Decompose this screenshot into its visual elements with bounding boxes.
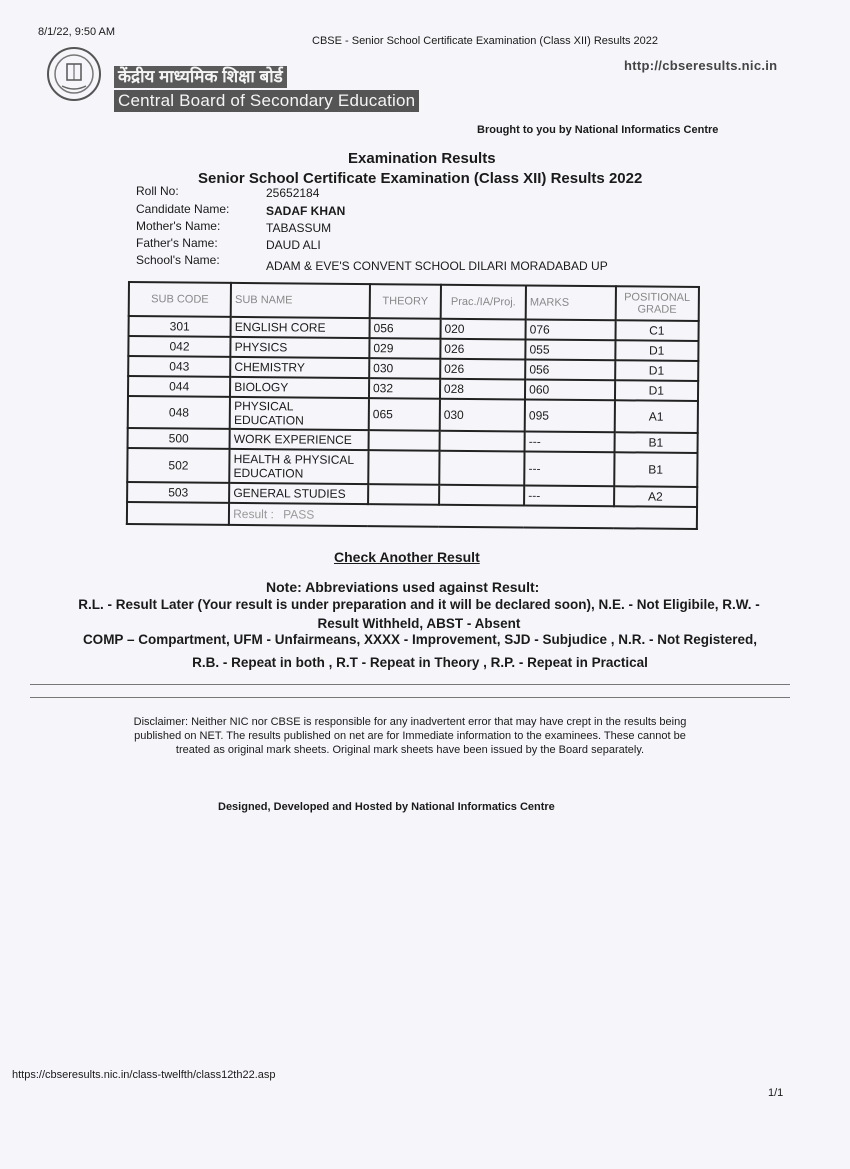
theory-marks: 056 bbox=[369, 318, 440, 339]
board-name-english: Central Board of Secondary Education bbox=[114, 90, 419, 112]
note-heading: Note: Abbreviations used against Result: bbox=[266, 579, 540, 595]
roll-value: 25652184 bbox=[266, 186, 320, 200]
note-line-2: Result Withheld, ABST - Absent bbox=[317, 616, 521, 631]
total-marks: --- bbox=[524, 451, 614, 486]
mother-name-label: Mother's Name: bbox=[136, 219, 221, 233]
practical-marks: 028 bbox=[440, 379, 525, 400]
divider bbox=[30, 697, 790, 698]
candidate-name-value: SADAF KHAN bbox=[266, 204, 346, 218]
page-subtitle: Senior School Certificate Examination (Class XII) Results 2022 bbox=[198, 170, 643, 187]
positional-grade: B1 bbox=[614, 452, 698, 487]
board-name-hindi: केंद्रीय माध्यमिक शिक्षा बोर्ड bbox=[114, 66, 287, 88]
results-table bbox=[126, 281, 700, 530]
header-sub-name: SUB NAME bbox=[231, 283, 370, 318]
practical-marks bbox=[439, 485, 524, 506]
header-positional-grade: POSITIONAL GRADE bbox=[615, 286, 699, 321]
theory-marks: 065 bbox=[369, 398, 440, 431]
school-name-label: School's Name: bbox=[136, 253, 220, 267]
practical-marks: 030 bbox=[440, 399, 526, 432]
sub-code: 502 bbox=[127, 448, 229, 483]
table-row bbox=[128, 396, 698, 433]
total-marks: 095 bbox=[525, 399, 615, 432]
disclaimer-text: Disclaimer: Neither NIC nor CBSE is responsible for any inadvertent error that may have crept in the results being published on NET. The results published on net are for Immediate information to the examinees. These cannot be treated as original mark sheets. Original mark sheets have been issued by the Board separately. bbox=[133, 716, 687, 756]
positional-grade: A2 bbox=[614, 486, 698, 507]
father-name-label: Father's Name: bbox=[136, 236, 218, 250]
designed-by-text: Designed, Developed and Hosted by National Informatics Centre bbox=[218, 801, 555, 813]
page-number: 1/1 bbox=[768, 1087, 784, 1099]
practical-marks bbox=[439, 431, 524, 452]
theory-marks bbox=[368, 484, 439, 505]
sub-name: BIOLOGY bbox=[230, 377, 369, 398]
positional-grade: D1 bbox=[615, 340, 699, 361]
table-header-row bbox=[129, 282, 699, 321]
sub-code: 044 bbox=[128, 376, 230, 397]
theory-marks: 030 bbox=[369, 358, 440, 379]
positional-grade: C1 bbox=[615, 320, 699, 341]
mother-name-value: TABASSUM bbox=[266, 221, 332, 235]
page-title: Examination Results bbox=[348, 150, 496, 167]
cbse-logo-icon bbox=[46, 46, 102, 102]
result-value: PASS bbox=[283, 507, 315, 522]
result-cell bbox=[229, 503, 697, 529]
print-date: 8/1/22, 9:50 AM bbox=[38, 26, 116, 38]
practical-marks: 026 bbox=[440, 359, 525, 380]
result-label: Result : bbox=[233, 506, 274, 522]
divider bbox=[30, 684, 790, 685]
total-marks: 076 bbox=[526, 319, 616, 340]
sub-code: 048 bbox=[128, 396, 230, 429]
theory-marks bbox=[368, 450, 439, 485]
sub-code: 301 bbox=[129, 316, 231, 337]
positional-grade: A1 bbox=[614, 400, 698, 433]
sub-name: ENGLISH CORE bbox=[231, 317, 370, 338]
total-marks: 060 bbox=[525, 379, 615, 400]
father-name-value: DAUD ALI bbox=[266, 238, 321, 252]
total-marks: --- bbox=[524, 485, 614, 506]
header-practical: Prac./IA/Proj. bbox=[441, 285, 527, 320]
sub-name: WORK EXPERIENCE bbox=[230, 429, 369, 450]
positional-grade: D1 bbox=[615, 360, 699, 381]
result-row bbox=[127, 502, 697, 529]
sub-name: HEALTH & PHYSICAL EDUCATION bbox=[229, 449, 368, 484]
result-empty-cell bbox=[127, 502, 229, 525]
note-line-3: COMP – Compartment, UFM - Unfairmeans, XXXX - Improvement, SJD - Subjudice , N.R. - Not Registered, bbox=[82, 632, 758, 647]
school-name-value: ADAM & EVE'S CONVENT SCHOOL DILARI MORADABAD UP bbox=[266, 259, 608, 273]
roll-label: Roll No: bbox=[136, 184, 179, 198]
sub-code: 503 bbox=[127, 482, 229, 503]
practical-marks bbox=[439, 451, 525, 486]
site-url[interactable]: http://cbseresults.nic.in bbox=[624, 58, 778, 73]
sub-code: 500 bbox=[128, 428, 230, 449]
footer-page-url: https://cbseresults.nic.in/class-twelfth/class12th22.asp bbox=[12, 1069, 276, 1081]
sub-code: 043 bbox=[128, 356, 230, 377]
theory-marks: 029 bbox=[369, 338, 440, 359]
table-row bbox=[127, 448, 697, 487]
brought-by-text: Brought to you by National Informatics Centre bbox=[477, 124, 719, 136]
sub-name: PHYSICS bbox=[231, 337, 370, 358]
sub-name: CHEMISTRY bbox=[230, 357, 369, 378]
candidate-name-label: Candidate Name: bbox=[136, 202, 230, 216]
sub-name: GENERAL STUDIES bbox=[229, 483, 368, 504]
total-marks: --- bbox=[525, 431, 615, 452]
note-line-4: R.B. - Repeat in both , R.T - Repeat in Theory , R.P. - Repeat in Practical bbox=[192, 655, 648, 670]
total-marks: 055 bbox=[525, 339, 615, 360]
header-sub-code: SUB CODE bbox=[129, 282, 231, 317]
practical-marks: 026 bbox=[440, 339, 525, 360]
sub-name: PHYSICAL EDUCATION bbox=[230, 397, 369, 430]
check-another-result-link[interactable]: Check Another Result bbox=[334, 549, 480, 565]
practical-marks: 020 bbox=[440, 319, 525, 340]
header-marks: MARKS bbox=[526, 285, 616, 320]
positional-grade: B1 bbox=[614, 432, 698, 453]
total-marks: 056 bbox=[525, 359, 615, 380]
note-line-1: R.L. - Result Later (Your result is under preparation and it will be declared soon), N.E. - Not Eligibile, R.W. - bbox=[78, 597, 760, 612]
header-theory: THEORY bbox=[370, 284, 441, 319]
print-title: CBSE - Senior School Certificate Examination (Class XII) Results 2022 bbox=[312, 35, 659, 47]
positional-grade: D1 bbox=[615, 380, 699, 401]
theory-marks bbox=[368, 430, 439, 451]
theory-marks: 032 bbox=[369, 378, 440, 399]
sub-code: 042 bbox=[128, 336, 230, 357]
